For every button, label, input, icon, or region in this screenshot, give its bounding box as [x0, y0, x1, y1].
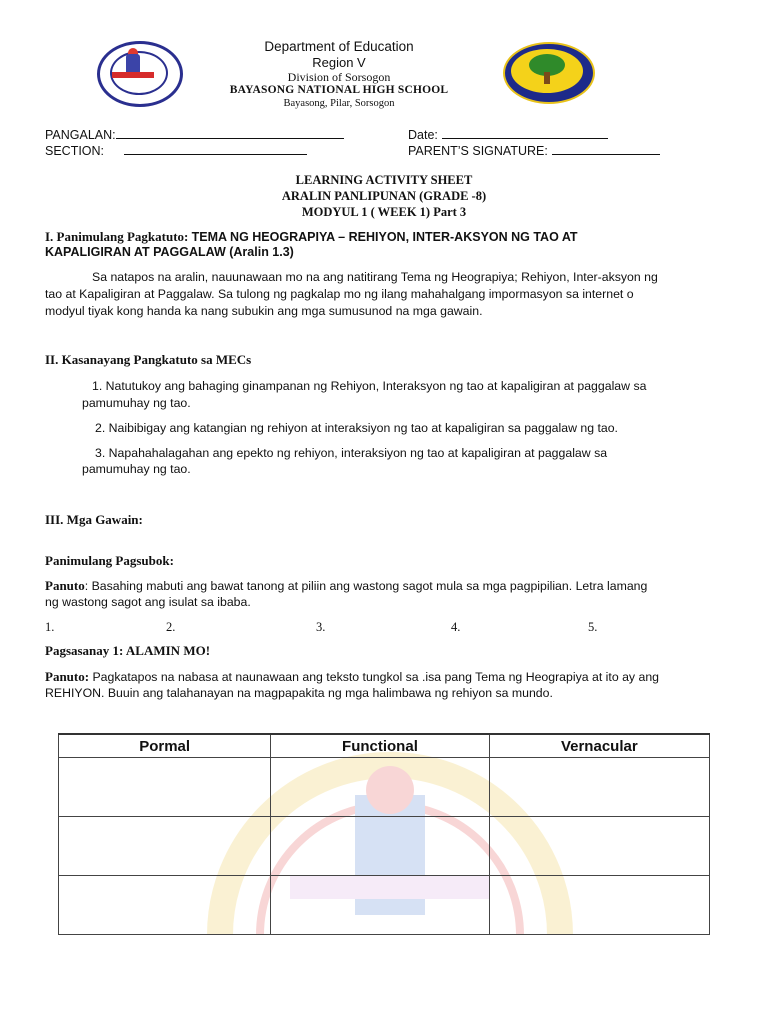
date-label: Date: — [408, 128, 438, 142]
directions-label: Panuto — [45, 578, 85, 593]
table-header-row — [59, 734, 710, 758]
pretest-directions-line2: ng wastong sagot ang isulat sa ibaba. — [45, 595, 251, 609]
table-cell-pormal[interactable] — [59, 876, 271, 935]
signature-label: PARENT’S SIGNATURE: — [408, 144, 548, 158]
section1-topic-line1: TEMA NG HEOGRAPIYA – REHIYON, INTER-AKSYON NG TAO AT — [191, 230, 578, 244]
intro-paragraph-line1: Sa natapos na aralin, nauunawaan mo na ang natitirang Tema ng Heograpiya; Rehiyon, Inter-aksyon ng — [92, 270, 658, 284]
table-cell-vernacular[interactable] — [489, 876, 709, 935]
intro-paragraph-line3: modyul tiyak kong handa ka nang subukin ang mga sumusunod na mga gawain. — [45, 304, 483, 318]
name-field[interactable] — [45, 126, 344, 142]
intro-paragraph-line2: tao at Kapaligiran at Paggalaw. Sa tulong ng pagkalap mo ng ilang mahahalgang impormasyon sa internet o — [45, 287, 634, 301]
answer-number-1[interactable]: 1. — [45, 620, 55, 634]
activity-directions-line1 — [45, 668, 745, 686]
section-field[interactable] — [45, 142, 307, 158]
school-name: BAYASONG NATIONAL HIGH SCHOOL — [229, 84, 449, 96]
section-blank[interactable] — [124, 142, 307, 155]
table-row — [59, 758, 710, 817]
pretest-heading: Panimulang Pagsubok: — [45, 553, 174, 568]
pretest-directions-line1 — [45, 577, 745, 595]
column-header-functional: Functional — [271, 734, 489, 758]
answer-number-3[interactable]: 3. — [316, 620, 326, 634]
answer-number-5[interactable]: 5. — [588, 620, 598, 634]
directions-text: : Basahing mabuti ang bawat tanong at piliin ang wastong sagot mula sa mga pagpipilian. Letra lamang — [84, 579, 648, 593]
school-seal-logo — [503, 42, 595, 104]
region-name: Region V — [312, 55, 366, 70]
answer-number-4[interactable]: 4. — [451, 620, 461, 634]
section-label: SECTION: — [45, 144, 105, 158]
competency-item3-line2: pamumuhay ng tao. — [82, 462, 191, 476]
table-row — [59, 876, 710, 935]
competency-item2: 2. Naibibigay ang katangian ng rehiyon at interaksiyon ng tao at kapaligiran sa paggalaw ng tao. — [95, 421, 618, 435]
column-header-pormal: Pormal — [59, 734, 271, 758]
column-header-vernacular: Vernacular — [489, 734, 709, 758]
school-address: Bayasong, Pilar, Sorsogon — [283, 98, 395, 109]
table-cell-vernacular[interactable] — [489, 817, 709, 876]
date-field[interactable] — [408, 126, 608, 142]
date-blank[interactable] — [442, 126, 608, 139]
section2-heading: II. Kasanayang Pangkatuto sa MECs — [45, 352, 252, 367]
subject-title: ARALIN PANLIPUNAN (GRADE -8) — [281, 189, 487, 203]
section1-heading-label: I. Panimulang Pagkatuto: — [45, 229, 189, 244]
competency-item3-line1: 3. Napahahalagahan ang epekto ng rehiyon, interaksiyon ng tao at kapaligiran at paggalaw sa — [95, 446, 608, 460]
table-cell-functional[interactable] — [271, 876, 489, 935]
table-cell-functional[interactable] — [271, 758, 489, 817]
sheet-title: LEARNING ACTIVITY SHEET — [295, 173, 473, 187]
section3-heading: III. Mga Gawain: — [45, 512, 143, 527]
table-cell-vernacular[interactable] — [489, 758, 709, 817]
deped-seal-logo — [97, 41, 183, 107]
region-examples-table — [58, 733, 710, 935]
signature-field[interactable] — [408, 142, 660, 158]
signature-blank[interactable] — [552, 142, 660, 155]
table-cell-pormal[interactable] — [59, 817, 271, 876]
table-cell-functional[interactable] — [271, 817, 489, 876]
department-name: Department of Education — [264, 39, 414, 54]
competency-item1-line2: pamumuhay ng tao. — [82, 396, 191, 410]
activity-directions-label: Panuto: — [45, 669, 90, 684]
table-row — [59, 817, 710, 876]
division-name: Division of Sorsogon — [287, 70, 391, 84]
activity-heading: Pagsasanay 1: ALAMIN MO! — [45, 643, 211, 658]
section1-topic-line2: KAPALIGIRAN AT PAGGALAW (Aralin 1.3) — [45, 245, 294, 259]
name-label: PANGALAN: — [45, 128, 116, 142]
activity-directions-text: Pagkatapos na nabasa at naunawaan ang teksto tungkol sa .isa pang Tema ng Heograpiya at ito ay ang — [89, 670, 659, 684]
answer-number-2[interactable]: 2. — [166, 620, 176, 634]
competency-item1-line1: 1. Natutukoy ang bahaging ginampanan ng Rehiyon, Interaksyon ng tao at kapaligiran at paggalaw sa — [92, 379, 647, 393]
section1-heading — [45, 229, 735, 245]
module-title: MODYUL 1 ( WEEK 1) Part 3 — [301, 205, 467, 219]
table-cell-pormal[interactable] — [59, 758, 271, 817]
activity-directions-line2: REHIYON. Buuin ang talahanayan na magpapakita ng mga halimbawa ng rehiyon sa mundo. — [45, 686, 553, 700]
name-blank[interactable] — [116, 126, 344, 139]
